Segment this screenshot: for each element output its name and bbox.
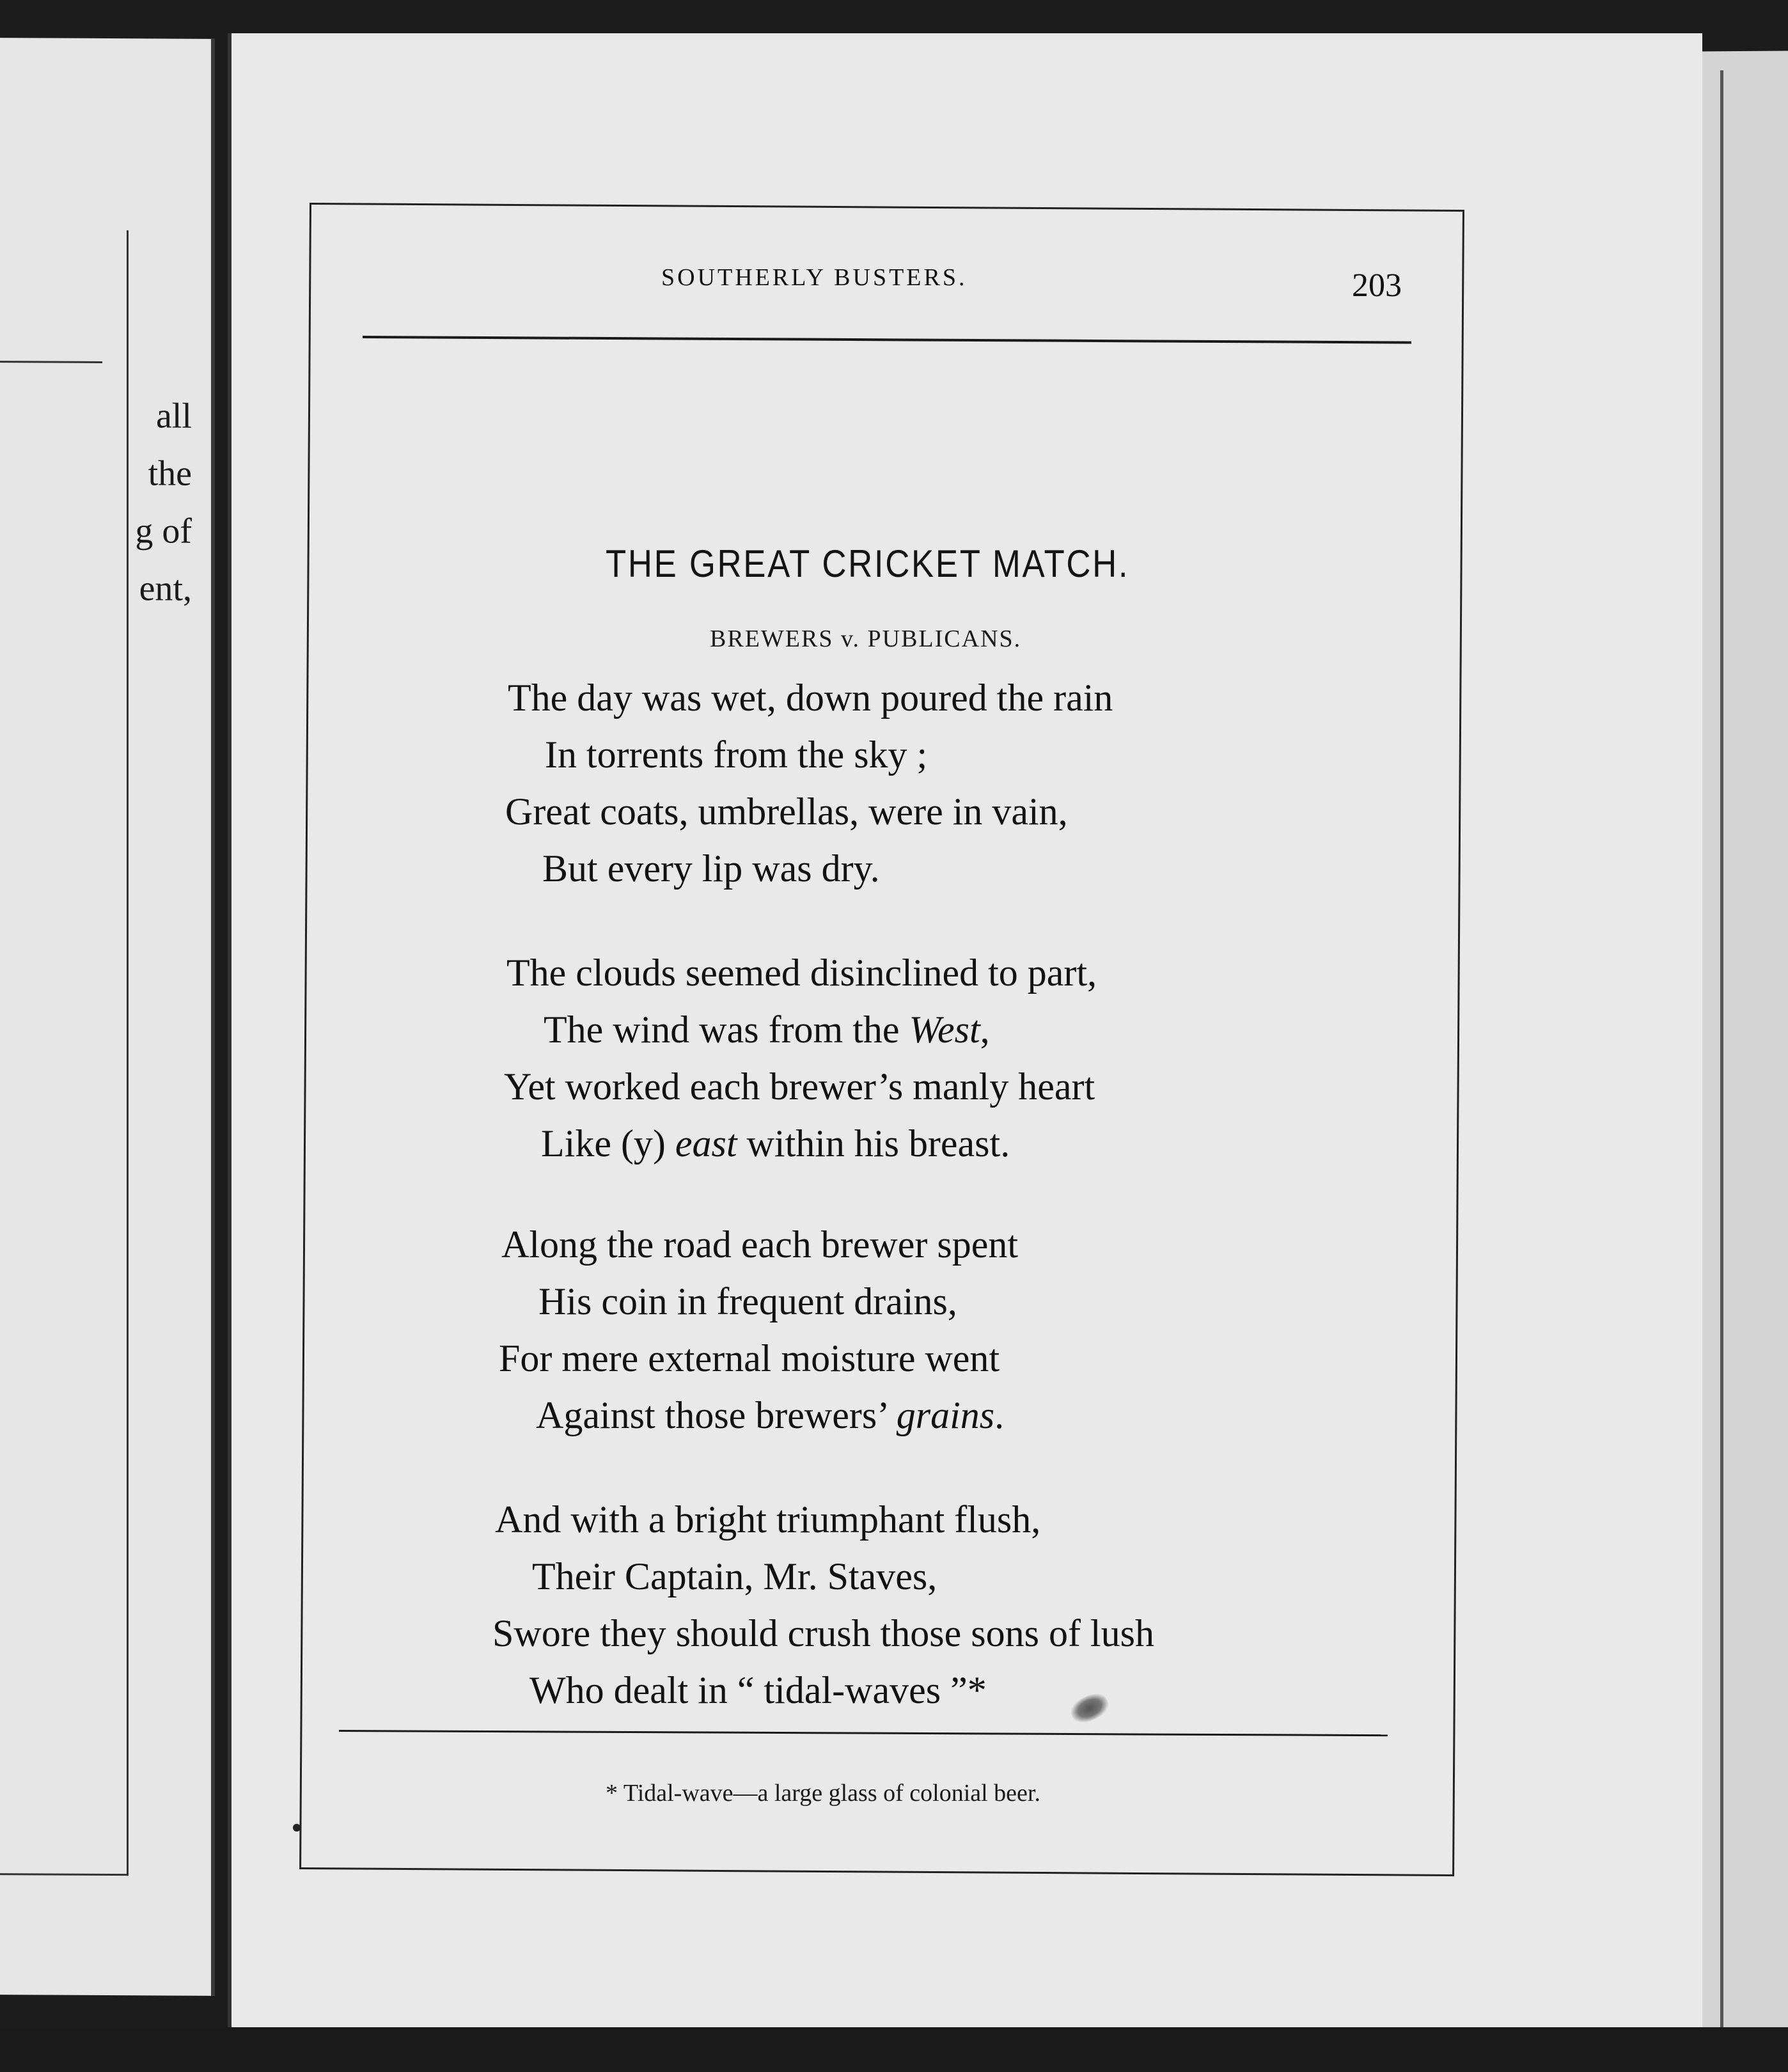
poem-line-text: , bbox=[980, 1009, 990, 1051]
poem-line-text: But every lip was dry. bbox=[542, 847, 880, 890]
poem-line-text: Who dealt in “ tidal-waves ”* bbox=[529, 1669, 987, 1711]
poem-line-text: grains bbox=[896, 1394, 995, 1436]
poem-line bbox=[538, 1280, 957, 1324]
poem-line-text: For mere external moisture went bbox=[499, 1337, 1000, 1379]
scanner-background bbox=[0, 2027, 1788, 2072]
poem-line bbox=[505, 790, 1068, 834]
poem-line-text: . bbox=[994, 1394, 1005, 1436]
poem-line bbox=[542, 847, 880, 891]
previous-page-fragment: ent, bbox=[139, 569, 192, 609]
poem-line bbox=[529, 1668, 987, 1713]
poem-line-text: The day was wet, down poured the rain bbox=[508, 677, 1113, 719]
poem-line-text: Like (y) bbox=[541, 1122, 675, 1165]
poem-subtitle: BREWERS v. PUBLICANS. bbox=[710, 625, 1022, 652]
poem-line bbox=[501, 1223, 1018, 1267]
poem-line-text: And with a bright triumphant flush, bbox=[495, 1498, 1041, 1541]
poem-line-text: His coin in frequent drains, bbox=[538, 1280, 957, 1322]
poem-line-text: Yet worked each brewer’s manly heart bbox=[504, 1065, 1095, 1108]
previous-page-fragment: all bbox=[156, 396, 192, 436]
poem-line-text: east bbox=[675, 1122, 737, 1165]
poem-line-text: Their Captain, Mr. Staves, bbox=[532, 1555, 937, 1597]
footnote: * Tidal-wave—a large glass of colonial beer. bbox=[606, 1780, 1040, 1807]
poem-line-text: Swore they should crush those sons of lush bbox=[492, 1612, 1154, 1654]
poem-line bbox=[504, 1065, 1095, 1109]
poem-line bbox=[495, 1498, 1040, 1542]
page-edge-line bbox=[1720, 70, 1723, 2027]
poem-line-text: within his breast. bbox=[737, 1122, 1010, 1165]
ink-dot bbox=[293, 1824, 301, 1832]
poem-line-text: West bbox=[909, 1009, 980, 1051]
poem-line bbox=[541, 1122, 1010, 1166]
previous-page bbox=[0, 38, 215, 1996]
page-number: 203 bbox=[1352, 267, 1402, 304]
previous-page-fragment: g of bbox=[135, 511, 192, 551]
previous-page-fragment: the bbox=[148, 453, 192, 494]
poem-line bbox=[545, 733, 927, 777]
poem-line-text: The clouds seemed disinclined to part, bbox=[506, 952, 1097, 994]
poem-line bbox=[492, 1612, 1154, 1656]
poem-line-text: The wind was from the bbox=[544, 1009, 909, 1051]
running-head: SOUTHERLY BUSTERS. bbox=[661, 264, 968, 291]
poem-line bbox=[508, 676, 1113, 720]
page-edges bbox=[1688, 51, 1788, 2034]
poem-line bbox=[544, 1008, 990, 1052]
poem-line-text: Along the road each brewer spent bbox=[501, 1223, 1019, 1266]
poem-line bbox=[506, 951, 1097, 995]
poem-line bbox=[536, 1393, 1004, 1438]
poem-title: THE GREAT CRICKET MATCH. bbox=[606, 542, 1130, 585]
poem-line bbox=[532, 1555, 937, 1599]
previous-page-frame bbox=[0, 230, 129, 1876]
poem-line bbox=[499, 1337, 1000, 1381]
poem-line-text: In torrents from the sky ; bbox=[545, 734, 928, 776]
book-page bbox=[231, 33, 1702, 2048]
poem-line-text: Great coats, umbrellas, were in vain, bbox=[505, 790, 1068, 833]
poem-line-text: Against those brewers’ bbox=[536, 1394, 897, 1436]
